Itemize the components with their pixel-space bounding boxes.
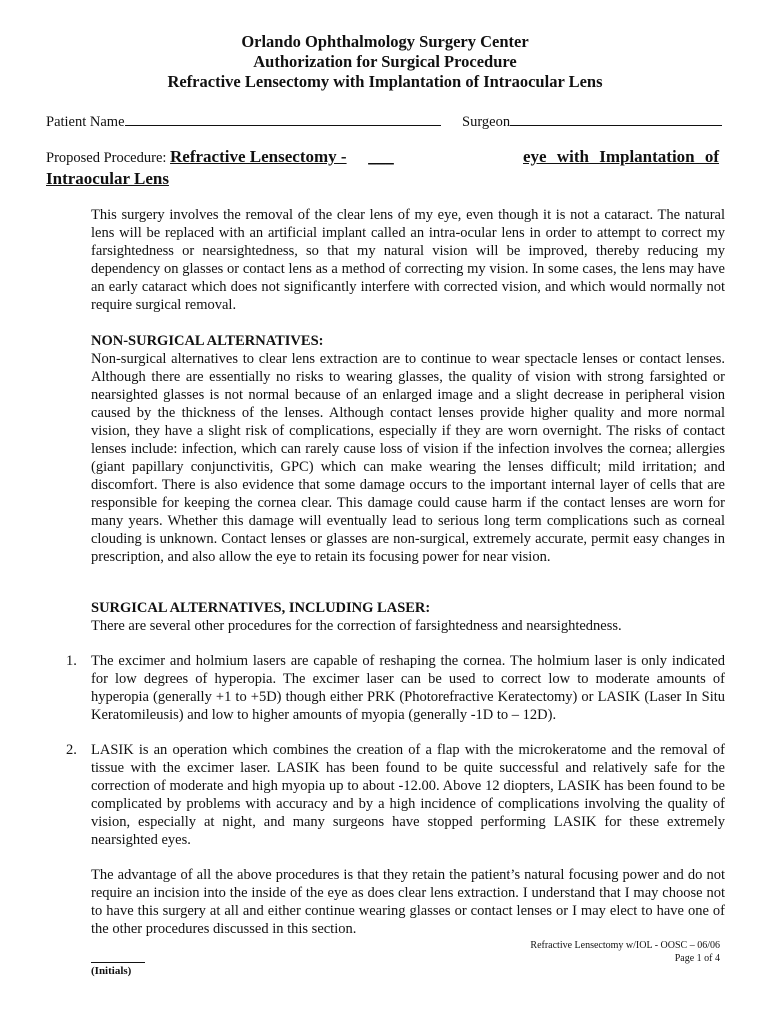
proposed-procedure-line-2 [46,169,169,189]
patient-name-field [46,111,441,131]
surgical-section [91,599,725,635]
list-item: LASIK is an operation which combines the creation of a flap with the microkeratome and the removal of tissue with the excimer laser. LASIK has been found to be quite successful and relatively safe for the correction of moderate and high myopia up to about -12.00. Above 12 diopters, LASIK has been found to be complicated by problems with accuracy and by a high incidence of complications involving the quality of vision, especially at night, and many surgeons have stopped performing LASIK for these extremely nearsighted eyes. [91,742,725,848]
surgeon-label: Surgeon [462,114,511,130]
surgeon-field [462,111,722,131]
form-title-heading: Authorization for Surgical Procedure [253,52,517,71]
list-item-number: 2. [66,742,77,758]
proposed-procedure-label: Proposed Procedure: [46,150,167,166]
intro-paragraph: This surgery involves the removal of the clear lens of my eye, even though it is not a cataract. The natural lens will be replaced with an artificial implant called an intra-ocular lens in order to attempt to correct my farsightedness or nearsightedness, so that my natural vision will be improved, thereby reducing my dependency on glasses or contact lens as a method of correcting my vision. In some cases, the lens may have an early cataract which does not significantly interfere with corrected vision, and which would normally not require surgical removal. [91,207,725,313]
proposed-procedure-value: Refractive Lensectomy - [170,147,347,166]
initials-label: (Initials) [91,965,132,977]
list-item: The excimer and holmium lasers are capable of reshaping the cornea. The holmium laser is only indicated for low degrees of hyperopia. The excimer laser can be used to correct low to moderate amounts of hyperopia (generally +1 to +5D) though either PRK (Photorefractive Keratectomy) or LASIK (Laser In Situ Keratomileusis) and low to higher amounts of myopia (generally -1D to – 12D). [91,653,725,723]
patient-name-label: Patient Name [46,114,125,130]
non-surgical-section [91,332,725,566]
proposed-procedure-value-cont: eye with Implantation of [523,147,720,166]
surgical-title: SURGICAL ALTERNATIVES, INCLUDING LASER: [91,600,431,616]
surgical-intro: There are several other procedures for the correction of farsightedness and nearsightedness. [91,618,622,634]
initials-line[interactable] [91,962,145,963]
non-surgical-paragraph: Non-surgical alternatives to clear lens extraction are to continue to wear spectacle lenses or contact lenses. Although there are essentially no risks to wearing glasses, the quality of vision with strong farsighted or nearsighted glasses is not normal because of an enlarged image and a slight decrease in peripheral vision caused by the thickness of the lenses. Although contact lenses provide higher quality and more normal vision, they have a slight risk of complications, especially if they are worn overnight. The risks of contact lenses include: infection, which can rarely cause loss of vision if the infection involves the cornea; allergies (giant papillary conjunctivitis, GPC) which can make wearing the lenses difficult; mild irritation; and discomfort. There is also evidence that some damage occurs to the important internal layer of cells that are responsible for keeping the cornea clear. This damage could cause harm if the contact lenses are worn for many years. Whether this damage will eventually lead to serious long term complications such as corneal clouding is unknown. Contact lenses or glasses are non-surgical, extremely accurate, permit easy changes in prescription, and also allow the eye to retain its focusing power for near vision. [91,351,725,565]
procedure-title-heading: Refractive Lensectomy with Implantation of Intraocular Lens [167,72,603,91]
surgeon-line[interactable] [510,111,722,126]
proposed-procedure-value-end: Intraocular Lens [46,169,169,188]
center-name-heading: Orlando Ophthalmology Surgery Center [241,32,529,51]
eye-blank[interactable]: ___ [368,147,394,166]
patient-name-line[interactable] [125,111,441,126]
list-item-number: 1. [66,653,77,669]
advantage-paragraph: The advantage of all the above procedures is that they retain the patient’s natural focusing power and do not require an incision into the inside of the eye as does clear lens extraction. I understand that I may choose not to have this surgery at all and either continue wearing glasses or contact lenses or I may elect to have one of the other procedures discussed in this section. [91,867,725,937]
page-number: Page 1 of 4 [674,953,720,964]
non-surgical-title: NON-SURGICAL ALTERNATIVES: [91,333,324,349]
proposed-procedure-line [46,147,394,167]
proposed-procedure-line-end [523,147,719,167]
document-reference: Refractive Lensectomy w/IOL - OOSC – 06/06 [530,940,720,951]
